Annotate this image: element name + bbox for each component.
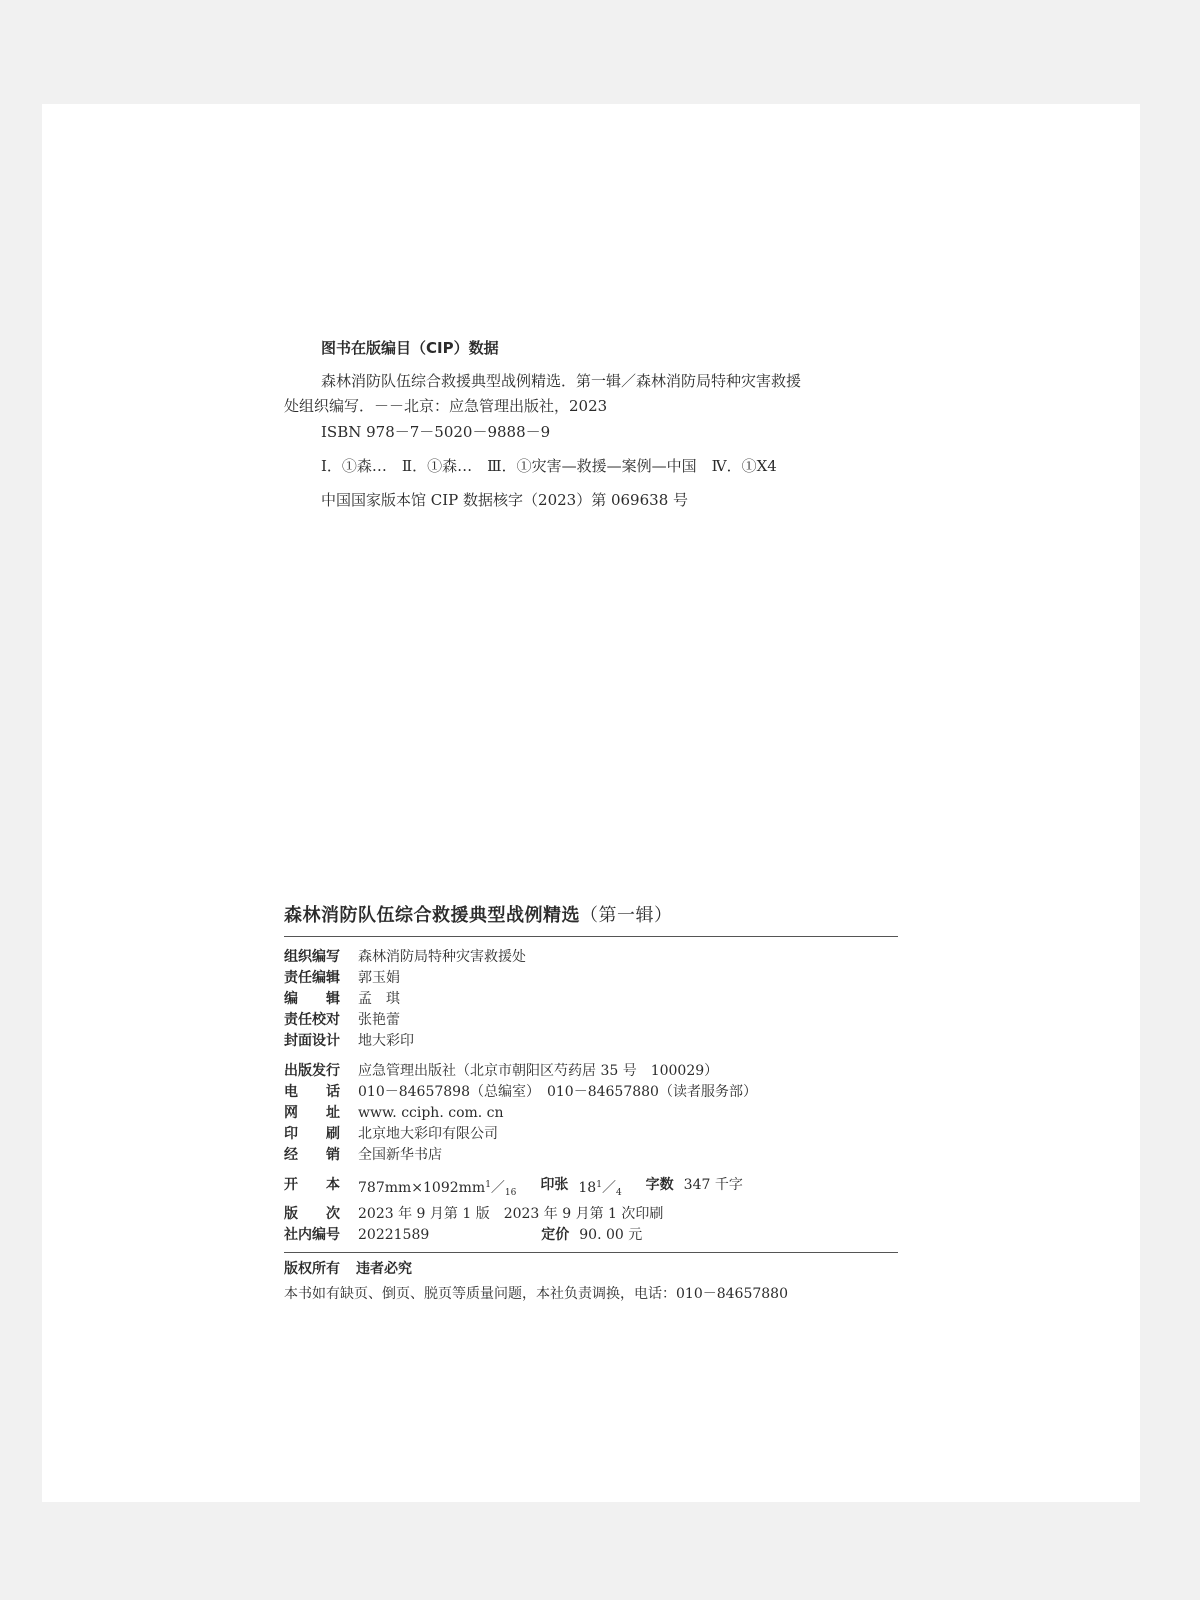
spacer	[429, 1225, 541, 1246]
credit-value: 森林消防局特种灾害救援处	[358, 949, 526, 965]
code-row	[284, 1225, 898, 1246]
sheets-slash: ／	[601, 1180, 616, 1196]
credit-value: 孟 琪	[358, 991, 400, 1007]
book-title	[284, 902, 898, 930]
website-row	[284, 1103, 898, 1124]
publisher-row	[284, 1061, 898, 1082]
credit-label: 责任编辑	[284, 970, 340, 986]
phone-row	[284, 1082, 898, 1103]
copyright-left: 版权所有	[284, 1261, 340, 1277]
printer-value: 北京地大彩印有限公司	[358, 1126, 498, 1142]
credit-row	[284, 1010, 898, 1031]
format-value	[358, 1175, 516, 1204]
format-sub: 16	[504, 1188, 517, 1198]
distributor-label: 经 销	[284, 1147, 340, 1163]
credit-label: 编 辑	[284, 991, 340, 1007]
distributor-row	[284, 1145, 898, 1166]
publisher-value: 应急管理出版社（北京市朝阳区芍药居 35 号 100029）	[358, 1063, 719, 1079]
cip-description: 森林消防队伍综合救援典型战例精选．第一辑／森林消防局特种灾害救援处组织编写．－－北京：应急管理出版社，2023	[284, 372, 802, 415]
price-value: 90. 00 元	[579, 1227, 643, 1243]
code-value: 20221589	[358, 1227, 430, 1243]
copyright-line	[284, 1257, 898, 1281]
code-label: 社内编号	[284, 1227, 340, 1243]
printer-row	[284, 1124, 898, 1145]
words-value: 347 千字	[683, 1177, 743, 1193]
cip-data-block	[284, 336, 804, 513]
copyright-right: 违者必究	[356, 1261, 412, 1277]
book-title-volume: （第一辑）	[580, 905, 673, 926]
website-value: www. cciph. com. cn	[358, 1105, 504, 1121]
printer-label: 印 刷	[284, 1126, 340, 1142]
credit-value: 郭玉娟	[358, 970, 400, 986]
sheets-value	[578, 1175, 621, 1204]
format-slash: ／	[490, 1180, 505, 1196]
book-title-main: 森林消防队伍综合救援典型战例精选	[284, 905, 580, 926]
distributor-value: 全国新华书店	[358, 1147, 442, 1163]
words-label: 字数	[645, 1177, 674, 1193]
phone-value: 010－84657898（总编室） 010－84657880（读者服务部）	[358, 1084, 757, 1100]
cip-number: 中国国家版本馆 CIP 数据核字（2023）第 069638 号	[321, 491, 689, 509]
phone-label: 电 话	[284, 1084, 340, 1100]
quality-notice: 本书如有缺页、倒页、脱页等质量问题，本社负责调换，电话：010－84657880	[284, 1286, 788, 1302]
book-page	[42, 104, 1140, 1502]
cip-classification: Ⅰ．①森… Ⅱ．①森… Ⅲ．①灾害—救援—案例—中国 Ⅳ．①X4	[321, 457, 777, 475]
credit-value: 地大彩印	[358, 1033, 414, 1049]
title-divider	[284, 936, 898, 937]
cip-heading: 图书在版编目（CIP）数据	[321, 339, 499, 357]
format-label: 开 本	[284, 1177, 340, 1193]
sheets-sub: 4	[615, 1188, 622, 1198]
credit-row	[284, 1031, 898, 1052]
footer-divider	[284, 1252, 898, 1253]
credit-label: 责任校对	[284, 1012, 340, 1028]
publisher-label: 出版发行	[284, 1063, 340, 1079]
format-sup: 1	[485, 1180, 491, 1190]
colophon-block	[284, 902, 898, 1307]
price-label: 定价	[541, 1227, 570, 1243]
edition-row	[284, 1204, 898, 1225]
credit-value: 张艳蕾	[358, 1012, 400, 1028]
format-row	[284, 1175, 898, 1204]
credit-row	[284, 989, 898, 1010]
credit-label: 组织编写	[284, 949, 340, 965]
sheets-sup: 1	[596, 1180, 602, 1190]
credit-row	[284, 947, 898, 968]
credit-row	[284, 968, 898, 989]
cip-isbn: ISBN 978－7－5020－9888－9	[321, 423, 551, 441]
edition-value: 2023 年 9 月第 1 版 2023 年 9 月第 1 次印刷	[358, 1206, 664, 1222]
sheets-label: 印张	[540, 1177, 569, 1193]
website-label: 网 址	[284, 1105, 340, 1121]
credits-list	[284, 947, 898, 1246]
format-size: 787mm×1092mm	[358, 1180, 486, 1196]
edition-label: 版 次	[284, 1206, 340, 1222]
sheets-main: 18	[578, 1180, 597, 1196]
credit-label: 封面设计	[284, 1033, 340, 1049]
